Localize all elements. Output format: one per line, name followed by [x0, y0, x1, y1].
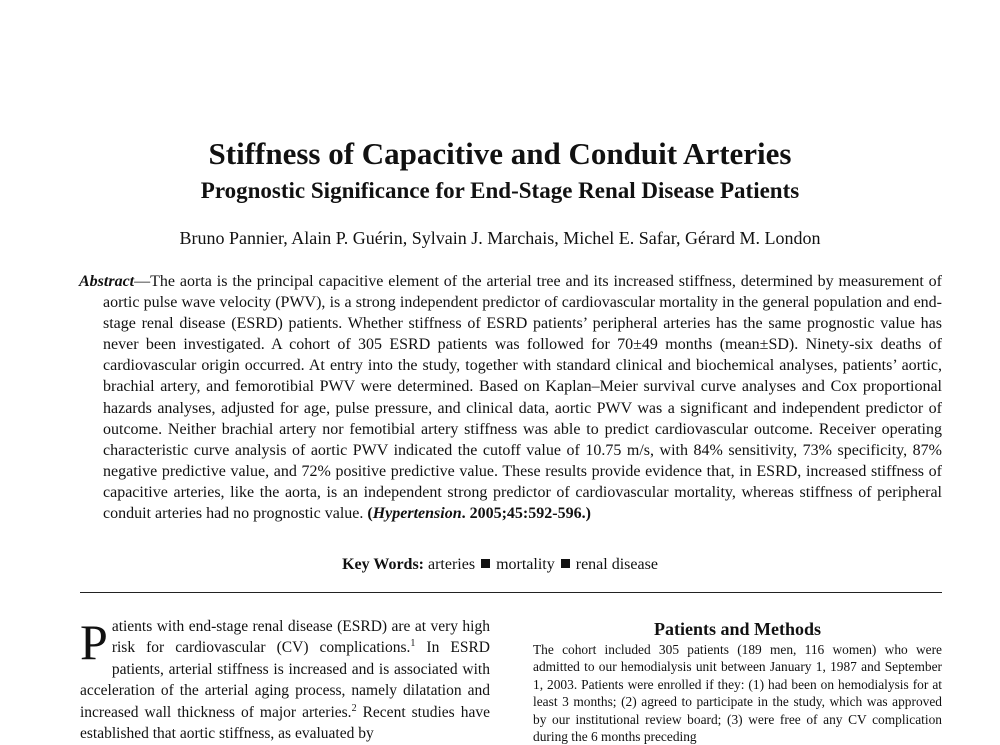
- article-title: Stiffness of Capacitive and Conduit Arteries: [208, 136, 792, 171]
- methods-heading: Patients and Methods: [653, 619, 821, 639]
- keyword-item: renal disease: [575, 556, 658, 573]
- intro-text-2: In ESRD patients, arterial stiffness is increased and is associated with acceleration of the arterial aging process, namely dilatation and increased wall thickness of major arteries.: [80, 639, 490, 721]
- article-subtitle: Prognostic Significance for End-Stage Renal Disease Patients: [200, 178, 800, 203]
- drop-cap: P: [80, 614, 108, 670]
- citation-details: . 2005;45:592-596.): [461, 505, 591, 523]
- square-bullet-icon: [561, 559, 570, 568]
- abstract-dash: —: [134, 273, 151, 290]
- reference-1: 1: [410, 638, 416, 650]
- abstract: [79, 271, 942, 524]
- abstract-label: Abstract: [79, 273, 135, 290]
- abstract-text: The aorta is the principal capacitive element of the arterial tree and its increased stiffness, determined by measurement of aortic pulse wave velocity (PWV), is a strong independent predictor of cardiovascular mortality in the general population and end-stage renal disease (ESRD) patients. Whether stiffness of ESRD patients’ peripheral arteries has the same prognostic value has never been investigated. A cohort of 305 ESRD patients was followed for 70±49 months (mean±SD). Ninety-six deaths of cardiovascular origin occurred. At entry into the study, together with standard clinical and biochemical analyses, patients’ aortic, brachial artery, and femorotibial PWV were determined. Based on Kaplan–Meier survival curve analyses and Cox proportional hazards analyses, adjusted for age, pulse pressure, and clinical data, aortic PWV was a significant and independent predictor of outcome. Neither brachial artery nor femotibial artery stiffness was able to predict cardiovascular outcome. Receiver operating characteristic curve analysis of aortic PWV indicated the cutoff value of 10.75 m/s, with 84% sensitivity, 73% specificity, 87% negative predictive value, and 72% positive predictive value. These results provide evidence that, in ESRD, increased stiffness of capacitive arteries, like the aorta, is an independent strong predictor of cardiovascular mortality, whereas stiffness of peripheral conduit arteries had no prognostic value.: [103, 273, 942, 523]
- introduction-column: [80, 616, 490, 744]
- reference-2: 2: [351, 702, 357, 714]
- intro-text-1: atients with end-stage renal disease (ESRD) are at very high risk for cardiovascular (CV) complications.: [111, 618, 490, 657]
- methods-column: The cohort included 305 patients (189 men, 116 women) who were admitted to our hemodialysis unit between January 1, 1987 and September 1, 2003. Patients were enrolled if they: (1) had been on hemodialysis for at least 3 months; (2) agreed to participate in the study, which was approved by our institutional review board; (3) were free of any CV complication during the 6 months preceding: [533, 642, 942, 745]
- author-list: Bruno Pannier, Alain P. Guérin, Sylvain J. Marchais, Michel E. Safar, Gérard M. London: [179, 228, 821, 248]
- intro-text-3: Recent studies have established that aortic stiffness, as evaluated by: [80, 703, 490, 743]
- keyword-item: mortality: [496, 556, 555, 573]
- key-words: [0, 554, 1000, 576]
- key-words-label: Key Words:: [342, 556, 424, 573]
- keyword-item: arteries: [428, 556, 476, 573]
- square-bullet-icon: [481, 559, 490, 568]
- citation-journal: Hypertension: [372, 505, 462, 523]
- section-divider: [80, 592, 942, 593]
- citation-open: (: [367, 505, 373, 523]
- abstract-citation: [367, 505, 591, 522]
